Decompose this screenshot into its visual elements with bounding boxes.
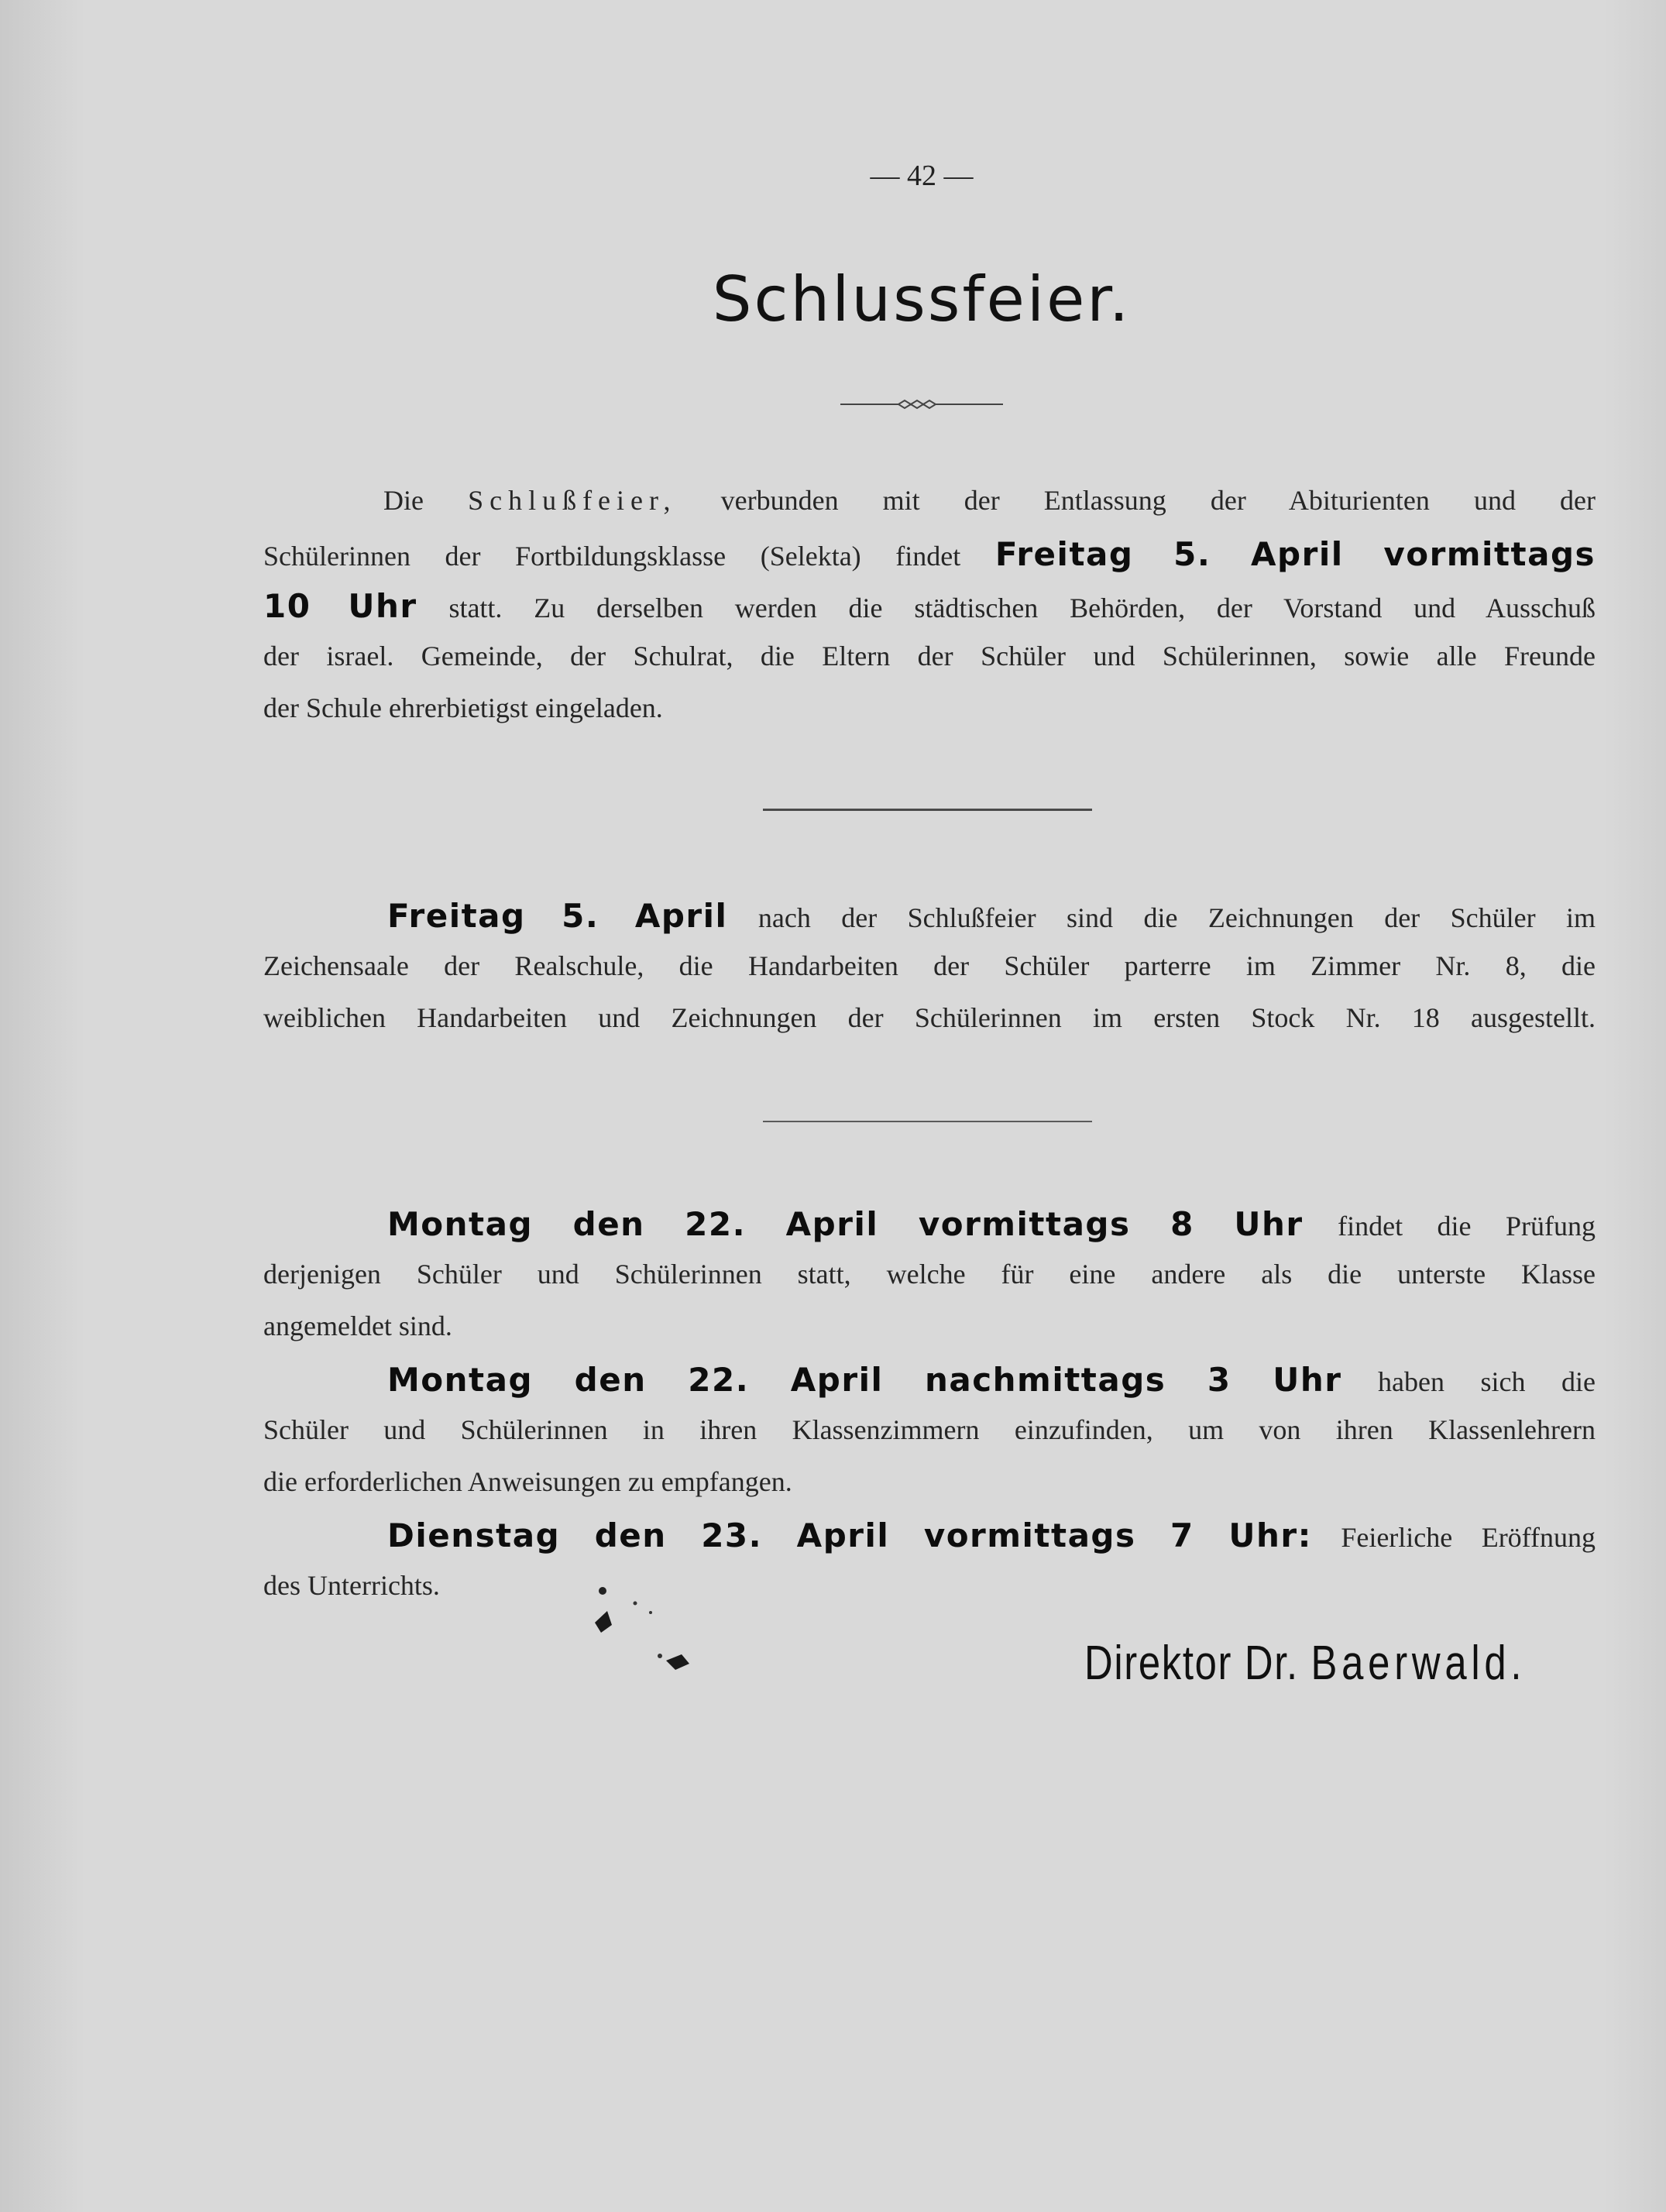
bold-time: 10 Uhr — [263, 587, 417, 625]
text-line: der Schule ehrerbietigst eingeladen. — [263, 692, 663, 723]
text-line — [263, 587, 1596, 642]
bold-date: Freitag 5. April — [387, 897, 728, 935]
text-line: weiblichen Handarbeiten und Zeichnungen der Schülerinnen im ersten Stock Nr. 18 ausgestellt. — [263, 1002, 1596, 1033]
text-line — [263, 1361, 1596, 1416]
bold-date: Dienstag den 23. April vormittags 7 Uhr: — [387, 1516, 1312, 1554]
section-divider — [763, 1121, 1092, 1122]
text-line — [263, 1205, 1596, 1260]
signature-name: Baerwald. — [1310, 1637, 1527, 1690]
bold-date: Montag den 22. April vormittags 8 Uhr — [387, 1205, 1304, 1243]
scan-edge-right — [1604, 0, 1666, 2212]
text-line — [263, 1516, 1596, 1571]
text-line: die erforderlichen Anweisungen zu empfangen. — [263, 1466, 792, 1497]
ink-smudge — [573, 1580, 744, 1688]
text-line: Schüler und Schülerinnen in ihren Klassenzimmern einzufinden, um von ihren Klassenlehrern — [263, 1414, 1596, 1445]
section-divider — [763, 809, 1092, 811]
text-line — [263, 486, 1596, 538]
text-span: verbunden mit der Entlassung der Abiturienten und der — [720, 485, 1596, 516]
text-line: des Unterrichts. — [263, 1570, 440, 1601]
text-span: Schülerinnen der Fortbildungsklasse (Selekta) findet — [263, 541, 961, 572]
page-number: — 42 — — [870, 160, 974, 192]
scan-edge-left — [0, 0, 85, 2212]
page-title: Schlussfeier. — [712, 263, 1132, 335]
bold-date: Montag den 22. April nachmittags 3 Uhr — [387, 1361, 1342, 1399]
text-span-spaced: Schlußfeier, — [468, 485, 677, 516]
signature-title: Direktor Dr. — [1084, 1637, 1299, 1690]
ornament-divider — [840, 397, 1003, 412]
text-span: Feierliche Eröffnung — [1341, 1522, 1596, 1553]
exhibition-paragraph — [263, 897, 1596, 1056]
bold-date: Freitag 5. April vormittags — [994, 535, 1596, 573]
text-span: statt. Zu derselben werden die städtischen Behörden, der Vorstand und Ausschuß — [448, 592, 1596, 623]
signature — [1084, 1636, 1527, 1691]
text-line: angemeldet sind. — [263, 1310, 452, 1341]
text-span: findet die Prüfung — [1338, 1211, 1596, 1242]
invitation-paragraph — [263, 486, 1596, 746]
text-line: der israel. Gemeinde, der Schulrat, die Eltern der Schüler und Schülerinnen, sowie alle Freunde — [263, 641, 1596, 672]
text-line: Zeichensaale der Realschule, die Handarbeiten der Schüler parterre im Zimmer Nr. 8, die — [263, 950, 1596, 981]
text-span: haben sich die — [1378, 1366, 1596, 1397]
text-span: Die — [383, 485, 424, 516]
text-line — [263, 535, 1596, 590]
schedule-paragraph — [263, 1205, 1596, 1623]
text-span: nach der Schlußfeier sind die Zeichnungen der Schüler im — [757, 902, 1596, 933]
text-line: derjenigen Schüler und Schülerinnen statt, welche für eine andere als die unterste Klasse — [263, 1259, 1596, 1290]
text-line — [263, 897, 1596, 952]
